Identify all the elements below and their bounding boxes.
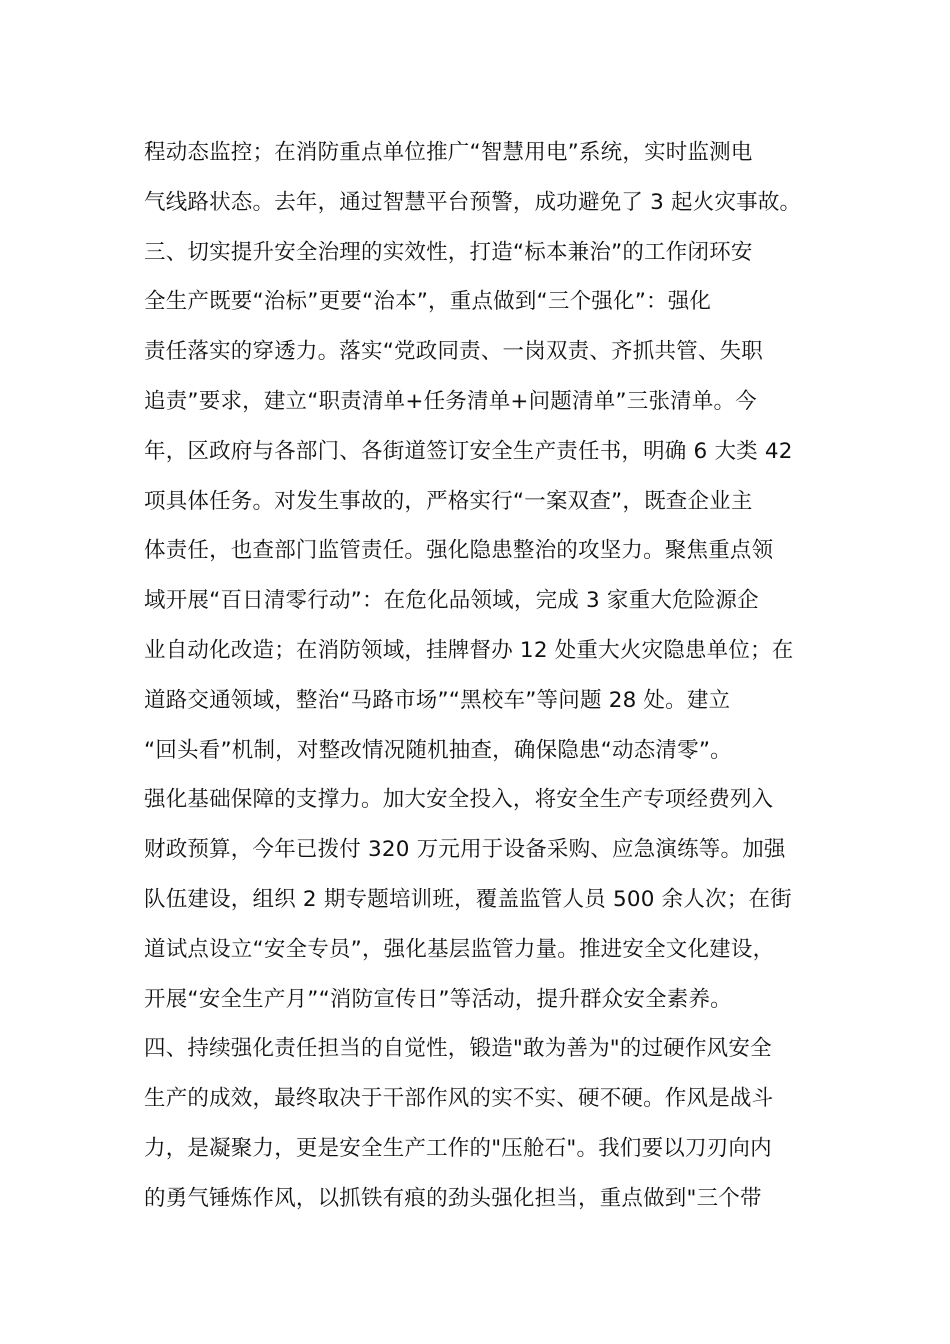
text-line: 强化基础保障的支撑力。加大安全投入，将安全生产专项经费列入 (144, 787, 774, 813)
text-line: “回头看”机制，对整改情况随机抽查，确保隐患“动态清零”。 (144, 737, 732, 763)
text-line: 生产的成效，最终取决于干部作风的实不实、硬不硬。作风是战斗 (144, 1086, 774, 1112)
document-body (144, 128, 824, 1224)
text-line: 追责”要求，建立“职责清单+任务清单+问题清单”三张清单。今 (144, 388, 757, 414)
text-line: 开展“安全生产月”“消防宣传日”等活动，提升群众安全素养。 (144, 986, 732, 1012)
text-line: 气线路状态。去年，通过智慧平台预警，成功避免了 3 起火灾事故。 (144, 189, 802, 215)
text-line: 体责任，也查部门监管责任。强化隐患整治的攻坚力。聚焦重点领 (144, 538, 774, 564)
text-line: 域开展“百日清零行动”：在危化品领域，完成 3 家重大危险源企 (144, 588, 759, 614)
text-line: 全生产既要“治标”更要“治本”，重点做到“三个强化”：强化 (144, 289, 712, 315)
section-heading-line: 四、持续强化责任担当的自觉性，锻造"敢为善为"的过硬作风安全 (144, 1036, 772, 1062)
text-line: 的勇气锤炼作风，以抓铁有痕的劲头强化担当，重点做到"三个带 (144, 1185, 762, 1211)
section-heading-line: 三、切实提升安全治理的实效性，打造“标本兼治”的工作闭环安 (144, 239, 753, 265)
text-line: 年，区政府与各部门、各街道签订安全生产责任书，明确 6 大类 42 (144, 438, 793, 464)
text-line: 责任落实的穿透力。落实“党政同责、一岗双责、齐抓共管、失职 (144, 339, 763, 365)
text-line: 队伍建设，组织 2 期专题培训班，覆盖监管人员 500 余人次；在街 (144, 886, 792, 912)
text-line: 财政预算，今年已拨付 320 万元用于设备采购、应急演练等。加强 (144, 837, 786, 863)
text-line: 力，是凝聚力，更是安全生产工作的"压舱石"。我们要以刀刃向内 (144, 1135, 772, 1161)
text-line: 道路交通领域，整治“马路市场”“黑校车”等问题 28 处。建立 (144, 687, 731, 713)
text-line: 业自动化改造；在消防领域，挂牌督办 12 处重大火灾隐患单位；在 (144, 637, 794, 663)
text-line: 项具体任务。对发生事故的，严格实行“一案双查”，既查企业主 (144, 488, 753, 514)
text-line: 程动态监控；在消防重点单位推广“智慧用电”系统，实时监测电 (144, 140, 753, 165)
text-line: 道试点设立“安全专员”，强化基层监管力量。推进安全文化建设， (144, 936, 775, 962)
